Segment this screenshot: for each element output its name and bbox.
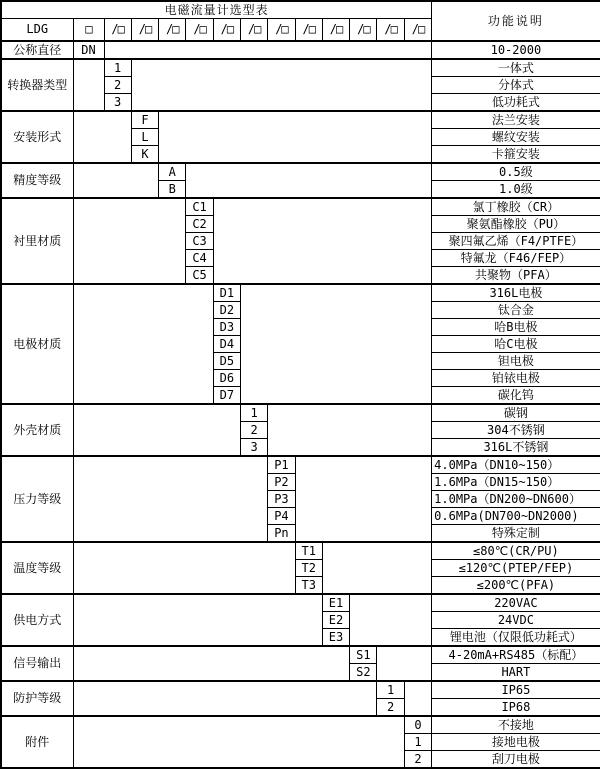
empty-cell bbox=[73, 542, 295, 594]
signal-output-desc-S1: 4-20mA+RS485（标配） bbox=[432, 646, 600, 664]
empty-cell bbox=[377, 646, 432, 681]
empty-cell bbox=[213, 198, 431, 284]
protection-rating-code-1: 1 bbox=[377, 681, 404, 699]
category-label-electrode-material: 电极材质 bbox=[1, 284, 73, 404]
category-label-lining-material: 衬里材质 bbox=[1, 198, 73, 284]
accessories-desc-2: 刮刀电极 bbox=[432, 751, 600, 769]
accessories-desc-0: 不接地 bbox=[432, 716, 600, 734]
category-label-installation-type: 安装形式 bbox=[1, 111, 73, 163]
model-code-box: /□ bbox=[295, 19, 322, 42]
model-code-box: /□ bbox=[350, 19, 377, 42]
empty-cell bbox=[73, 716, 404, 768]
empty-cell bbox=[322, 542, 431, 594]
model-code-box: /□ bbox=[131, 19, 158, 42]
empty-cell bbox=[73, 594, 322, 646]
model-code-box: /□ bbox=[186, 19, 213, 42]
accuracy-class-desc-B: 1.0级 bbox=[432, 181, 600, 199]
pressure-rating-code-P3: P3 bbox=[268, 491, 295, 508]
electrode-material-desc-D5: 钽电极 bbox=[432, 353, 600, 370]
housing-material-code-2: 2 bbox=[240, 422, 267, 439]
category-label-protection-rating: 防护等级 bbox=[1, 681, 73, 716]
converter-type-desc-2: 分体式 bbox=[432, 77, 600, 94]
lining-material-code-C1: C1 bbox=[186, 198, 213, 216]
pressure-rating-code-Pn: Pn bbox=[268, 525, 295, 543]
empty-cell bbox=[268, 404, 432, 456]
electrode-material-code-D6: D6 bbox=[213, 370, 240, 387]
lining-material-desc-C5: 共聚物（PFA） bbox=[432, 267, 600, 285]
category-label-housing-material: 外壳材质 bbox=[1, 404, 73, 456]
electrode-material-code-D2: D2 bbox=[213, 302, 240, 319]
power-supply-desc-E1: 220VAC bbox=[432, 594, 600, 612]
installation-type-desc-K: 卡箍安装 bbox=[432, 146, 600, 164]
model-prefix: LDG bbox=[1, 19, 73, 42]
temperature-rating-code-T3: T3 bbox=[295, 577, 322, 595]
pressure-rating-desc-P4: 0.6MPa(DN700~DN2000) bbox=[432, 508, 600, 525]
temperature-rating-desc-T3: ≤200℃(PFA) bbox=[432, 577, 600, 595]
temperature-rating-desc-T2: ≤120℃(PTEP/FEP) bbox=[432, 560, 600, 577]
electrode-material-desc-D3: 哈B电极 bbox=[432, 319, 600, 336]
model-code-box: /□ bbox=[104, 19, 131, 42]
installation-type-desc-F: 法兰安装 bbox=[432, 111, 600, 129]
electrode-material-desc-D6: 铂铱电极 bbox=[432, 370, 600, 387]
lining-material-code-C2: C2 bbox=[186, 216, 213, 233]
pressure-rating-code-P4: P4 bbox=[268, 508, 295, 525]
housing-material-code-1: 1 bbox=[240, 404, 267, 422]
lining-material-desc-C2: 聚氨酯橡胶（PU） bbox=[432, 216, 600, 233]
accessories-desc-1: 接地电极 bbox=[432, 734, 600, 751]
empty-cell bbox=[73, 404, 240, 456]
empty-cell bbox=[73, 681, 377, 716]
accessories-code-2: 2 bbox=[404, 751, 431, 769]
electrode-material-desc-D2: 钛合金 bbox=[432, 302, 600, 319]
housing-material-code-3: 3 bbox=[240, 439, 267, 457]
empty-cell bbox=[131, 59, 431, 111]
temperature-rating-code-T2: T2 bbox=[295, 560, 322, 577]
installation-type-desc-L: 螺纹安装 bbox=[432, 129, 600, 146]
model-code-box: /□ bbox=[322, 19, 349, 42]
temperature-rating-desc-T1: ≤80℃(CR/PU) bbox=[432, 542, 600, 560]
housing-material-desc-2: 304不锈钢 bbox=[432, 422, 600, 439]
function-column-header: 功能说明 bbox=[432, 1, 600, 41]
protection-rating-code-2: 2 bbox=[377, 699, 404, 717]
pressure-rating-desc-P1: 4.0MPa（DN10~150） bbox=[432, 456, 600, 474]
empty-cell bbox=[404, 681, 431, 716]
category-label-converter-type: 转换器类型 bbox=[1, 59, 73, 111]
signal-output-desc-S2: HART bbox=[432, 664, 600, 682]
lining-material-code-C3: C3 bbox=[186, 233, 213, 250]
model-code-box: /□ bbox=[240, 19, 267, 42]
pressure-rating-code-P1: P1 bbox=[268, 456, 295, 474]
model-first-code-box: □ bbox=[73, 19, 104, 42]
empty-cell bbox=[159, 111, 432, 163]
model-code-box: /□ bbox=[159, 19, 186, 42]
lining-material-desc-C3: 聚四氟乙烯（F4/PTFE） bbox=[432, 233, 600, 250]
model-code-box: /□ bbox=[268, 19, 295, 42]
pressure-rating-desc-Pn: 特殊定制 bbox=[432, 525, 600, 543]
accuracy-class-code-B: B bbox=[159, 181, 186, 199]
electrode-material-code-D1: D1 bbox=[213, 284, 240, 302]
category-label-signal-output: 信号输出 bbox=[1, 646, 73, 681]
electrode-material-code-D4: D4 bbox=[213, 336, 240, 353]
empty-cell bbox=[73, 111, 131, 163]
protection-rating-desc-2: IP68 bbox=[432, 699, 600, 717]
empty-cell bbox=[295, 456, 432, 542]
converter-type-code-3: 3 bbox=[104, 94, 131, 112]
pressure-rating-code-P2: P2 bbox=[268, 474, 295, 491]
lining-material-desc-C1: 氯丁橡胶（CR） bbox=[432, 198, 600, 216]
accessories-code-1: 1 bbox=[404, 734, 431, 751]
nominal-diameter-code-DN: DN bbox=[73, 41, 104, 59]
lining-material-code-C5: C5 bbox=[186, 267, 213, 285]
signal-output-code-S2: S2 bbox=[350, 664, 377, 682]
power-supply-desc-E3: 锂电池（仅限低功耗式） bbox=[432, 629, 600, 647]
converter-type-desc-3: 低功耗式 bbox=[432, 94, 600, 112]
converter-type-code-1: 1 bbox=[104, 59, 131, 77]
housing-material-desc-3: 316L不锈钢 bbox=[432, 439, 600, 457]
accuracy-class-desc-A: 0.5级 bbox=[432, 163, 600, 181]
electrode-material-desc-D7: 碳化钨 bbox=[432, 387, 600, 405]
nominal-diameter-desc-DN: 10-2000 bbox=[432, 41, 600, 59]
electrode-material-desc-D1: 316L电极 bbox=[432, 284, 600, 302]
empty-cell bbox=[73, 284, 213, 404]
converter-type-desc-1: 一体式 bbox=[432, 59, 600, 77]
empty-cell bbox=[186, 163, 432, 198]
category-label-accessories: 附件 bbox=[1, 716, 73, 768]
category-label-pressure-rating: 压力等级 bbox=[1, 456, 73, 542]
signal-output-code-S1: S1 bbox=[350, 646, 377, 664]
lining-material-code-C4: C4 bbox=[186, 250, 213, 267]
empty-cell bbox=[73, 198, 186, 284]
pressure-rating-desc-P3: 1.0MPa（DN200~DN600） bbox=[432, 491, 600, 508]
housing-material-desc-1: 碳钢 bbox=[432, 404, 600, 422]
table-title: 电磁流量计选型表 bbox=[1, 1, 432, 19]
pressure-rating-desc-P2: 1.6MPa（DN15~150） bbox=[432, 474, 600, 491]
accessories-code-0: 0 bbox=[404, 716, 431, 734]
lining-material-desc-C4: 特氟龙（F46/FEP） bbox=[432, 250, 600, 267]
empty-cell bbox=[73, 59, 104, 111]
model-code-box: /□ bbox=[213, 19, 240, 42]
empty-cell bbox=[350, 594, 432, 646]
power-supply-code-E2: E2 bbox=[322, 612, 349, 629]
electrode-material-code-D5: D5 bbox=[213, 353, 240, 370]
installation-type-code-F: F bbox=[131, 111, 158, 129]
model-code-box: /□ bbox=[377, 19, 404, 42]
accuracy-class-code-A: A bbox=[159, 163, 186, 181]
empty-cell bbox=[73, 646, 350, 681]
empty-cell bbox=[240, 284, 431, 404]
empty-cell bbox=[104, 41, 432, 59]
temperature-rating-code-T1: T1 bbox=[295, 542, 322, 560]
category-label-accuracy-class: 精度等级 bbox=[1, 163, 73, 198]
electrode-material-code-D3: D3 bbox=[213, 319, 240, 336]
converter-type-code-2: 2 bbox=[104, 77, 131, 94]
electrode-material-code-D7: D7 bbox=[213, 387, 240, 405]
category-label-power-supply: 供电方式 bbox=[1, 594, 73, 646]
category-label-temperature-rating: 温度等级 bbox=[1, 542, 73, 594]
installation-type-code-K: K bbox=[131, 146, 158, 164]
protection-rating-desc-1: IP65 bbox=[432, 681, 600, 699]
power-supply-desc-E2: 24VDC bbox=[432, 612, 600, 629]
model-code-box: /□ bbox=[404, 19, 431, 42]
power-supply-code-E3: E3 bbox=[322, 629, 349, 647]
empty-cell bbox=[73, 163, 159, 198]
category-label-nominal-diameter: 公称直径 bbox=[1, 41, 73, 59]
power-supply-code-E1: E1 bbox=[322, 594, 349, 612]
empty-cell bbox=[73, 456, 268, 542]
electrode-material-desc-D4: 哈C电极 bbox=[432, 336, 600, 353]
installation-type-code-L: L bbox=[131, 129, 158, 146]
